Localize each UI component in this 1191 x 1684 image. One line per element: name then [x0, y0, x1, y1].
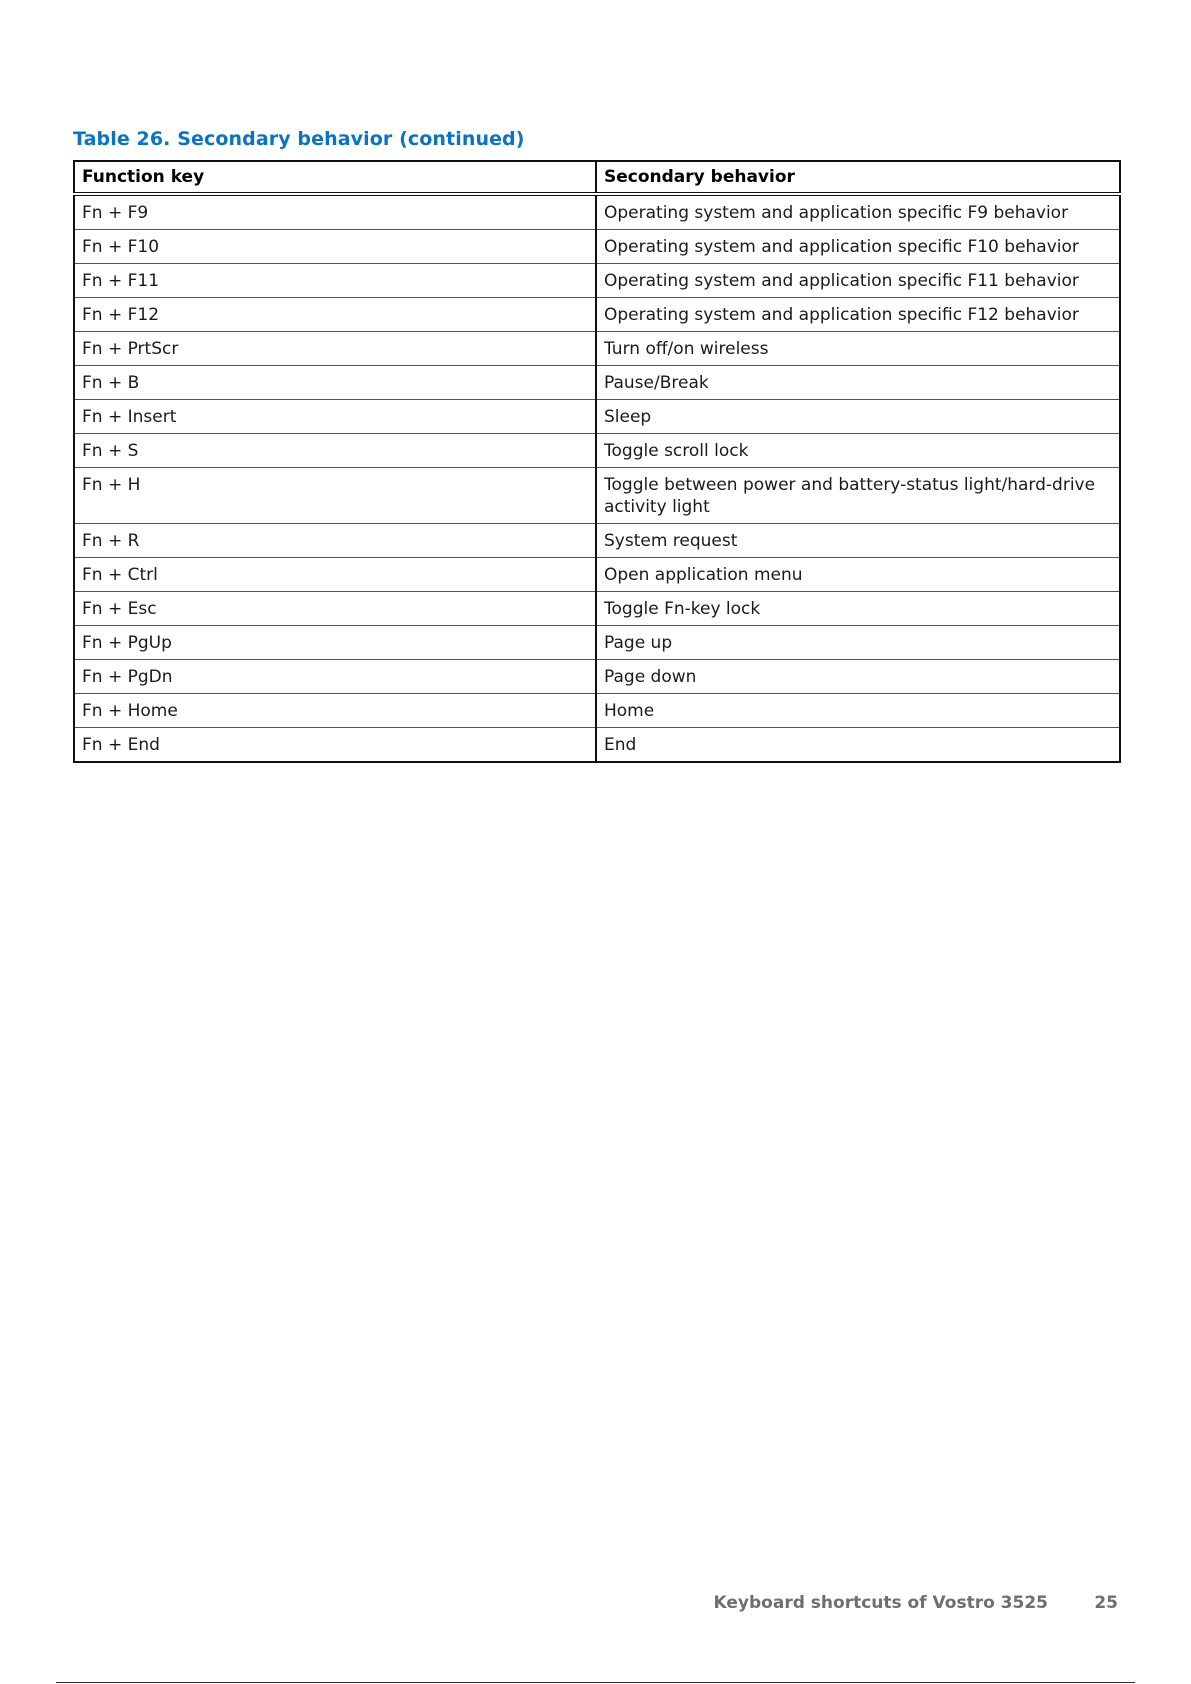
- table-row: [74, 434, 1120, 468]
- function-key-cell: Fn + PrtScr: [74, 332, 596, 366]
- secondary-behavior-table: [73, 160, 1121, 763]
- function-key-cell: Fn + Insert: [74, 400, 596, 434]
- table-row: [74, 264, 1120, 298]
- behavior-cell: Toggle Fn-key lock: [596, 592, 1120, 626]
- behavior-cell: Page up: [596, 626, 1120, 660]
- footer-section-title: Keyboard shortcuts of Vostro 3525: [713, 1593, 1048, 1613]
- function-key-cell: Fn + Esc: [74, 592, 596, 626]
- table-row: [74, 468, 1120, 524]
- table-row: [74, 332, 1120, 366]
- behavior-cell: Turn off/on wireless: [596, 332, 1120, 366]
- function-key-cell: Fn + B: [74, 366, 596, 400]
- function-key-cell: Fn + PgUp: [74, 626, 596, 660]
- footer-divider: [56, 1682, 1135, 1683]
- behavior-cell: Toggle between power and battery-status light/hard-drive activity light: [596, 468, 1120, 524]
- behavior-cell: Home: [596, 694, 1120, 728]
- table-row: [74, 194, 1120, 230]
- function-key-cell: Fn + End: [74, 728, 596, 763]
- function-key-cell: Fn + S: [74, 434, 596, 468]
- behavior-cell: End: [596, 728, 1120, 763]
- behavior-cell: Operating system and application specific F10 behavior: [596, 230, 1120, 264]
- behavior-cell: Sleep: [596, 400, 1120, 434]
- header-secondary-behavior: Secondary behavior: [596, 161, 1120, 194]
- table-row: [74, 558, 1120, 592]
- behavior-cell: Open application menu: [596, 558, 1120, 592]
- behavior-cell: System request: [596, 524, 1120, 558]
- page-number: 25: [1094, 1593, 1118, 1613]
- table-row: [74, 626, 1120, 660]
- behavior-cell: Operating system and application specific F12 behavior: [596, 298, 1120, 332]
- function-key-cell: Fn + F10: [74, 230, 596, 264]
- function-key-cell: Fn + F11: [74, 264, 596, 298]
- function-key-cell: Fn + PgDn: [74, 660, 596, 694]
- behavior-cell: Toggle scroll lock: [596, 434, 1120, 468]
- function-key-cell: Fn + H: [74, 468, 596, 524]
- table-row: [74, 400, 1120, 434]
- table-row: [74, 660, 1120, 694]
- function-key-cell: Fn + F12: [74, 298, 596, 332]
- table-header-row: [74, 161, 1120, 194]
- behavior-cell: Page down: [596, 660, 1120, 694]
- function-key-cell: Fn + R: [74, 524, 596, 558]
- behavior-cell: Operating system and application specific F11 behavior: [596, 264, 1120, 298]
- function-key-cell: Fn + Ctrl: [74, 558, 596, 592]
- header-function-key: Function key: [74, 161, 596, 194]
- function-key-cell: Fn + F9: [74, 194, 596, 230]
- behavior-cell: Operating system and application specific F9 behavior: [596, 194, 1120, 230]
- table-row: [74, 366, 1120, 400]
- function-key-cell: Fn + Home: [74, 694, 596, 728]
- behavior-cell: Pause/Break: [596, 366, 1120, 400]
- table-caption: Table 26. Secondary behavior (continued): [73, 128, 525, 150]
- table-row: [74, 694, 1120, 728]
- table-row: [74, 230, 1120, 264]
- table-row: [74, 298, 1120, 332]
- table-row: [74, 728, 1120, 763]
- table-row: [74, 592, 1120, 626]
- table-row: [74, 524, 1120, 558]
